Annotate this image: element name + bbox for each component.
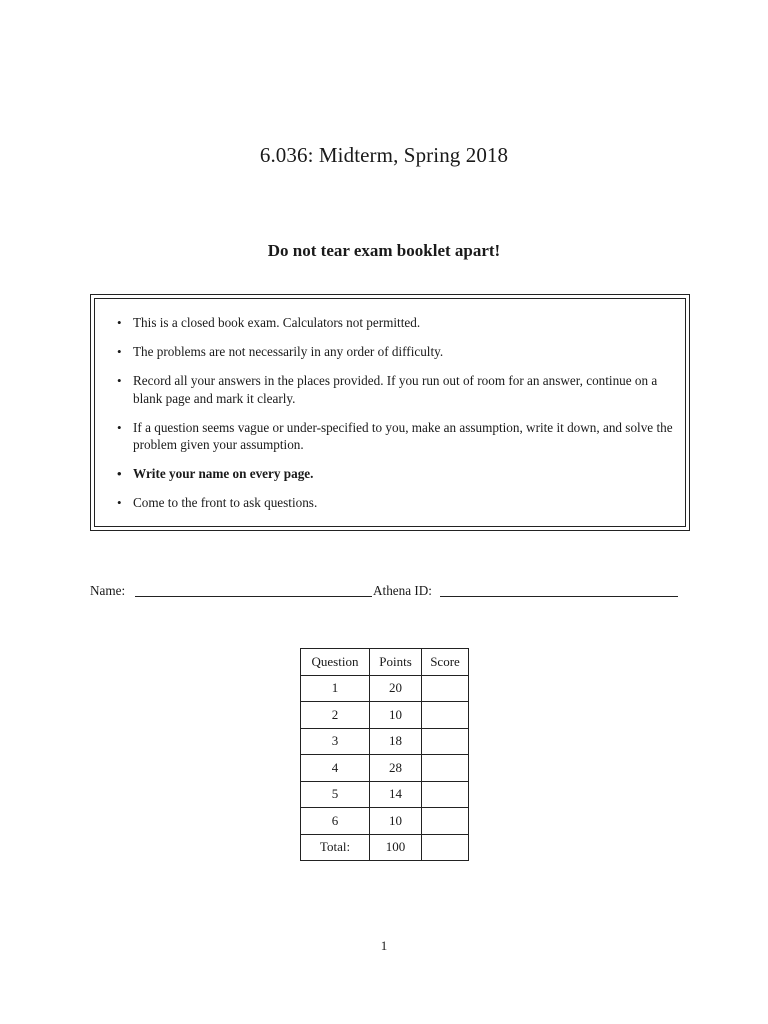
exam-title: 6.036: Midterm, Spring 2018 [259,143,509,167]
instruction-item [117,314,682,332]
column-header-score: Score [422,649,469,676]
question-points: 10 [370,702,422,729]
question-score [422,781,469,808]
question-points: 20 [370,675,422,702]
athena-id-field[interactable] [440,596,678,597]
instructions-list [117,314,682,523]
instruction-text: Write your name on every page. [133,466,314,481]
column-header-question: Question [301,649,370,676]
question-points: 18 [370,728,422,755]
table-row [301,808,469,835]
table-row [301,755,469,782]
table-row [301,675,469,702]
question-number: 4 [301,755,370,782]
name-field[interactable] [135,596,372,597]
booklet-warning: Do not tear exam booklet apart! [267,241,501,260]
question-score [422,675,469,702]
score-table [300,648,469,861]
question-number: 6 [301,808,370,835]
instruction-item [117,343,682,361]
question-number: 5 [301,781,370,808]
name-label: Name: [90,583,126,598]
instruction-item [117,465,682,483]
bullet-icon: • [117,466,122,481]
table-row [301,728,469,755]
instructions-box [90,294,690,531]
bullet-icon: • [117,495,122,510]
table-row [301,702,469,729]
instruction-item [117,494,682,512]
question-points: 10 [370,808,422,835]
instruction-text: This is a closed book exam. Calculators not permitted. [133,315,421,330]
instruction-text: The problems are not necessarily in any order of difficulty. [133,344,444,359]
table-header-row [301,649,469,676]
bullet-icon: • [117,344,122,359]
instruction-text: If a question seems vague or under-specified to you, make an assumption, write it down, and solve the problem given your assumption. [133,419,673,452]
total-points: 100 [370,834,422,861]
bullet-icon: • [117,373,122,388]
bullet-icon: • [117,315,122,330]
question-number: 1 [301,675,370,702]
question-points: 14 [370,781,422,808]
bullet-icon: • [117,419,122,435]
table-row [301,781,469,808]
column-header-points: Points [370,649,422,676]
athena-id-label: Athena ID: [373,583,432,598]
question-score [422,728,469,755]
question-number: 2 [301,702,370,729]
page-number: 1 [380,938,388,953]
total-label: Total: [301,834,370,861]
student-id-row [90,583,690,603]
total-score [422,834,469,861]
instruction-text: Record all your answers in the places provided. If you run out of room for an answer, continue on a blank page and mark it clearly. [133,373,658,406]
question-points: 28 [370,755,422,782]
question-score [422,755,469,782]
question-score [422,702,469,729]
table-total-row [301,834,469,861]
instruction-item [117,372,682,407]
question-number: 3 [301,728,370,755]
question-score [422,808,469,835]
instruction-item [117,419,682,454]
instruction-text: Come to the front to ask questions. [133,495,318,510]
